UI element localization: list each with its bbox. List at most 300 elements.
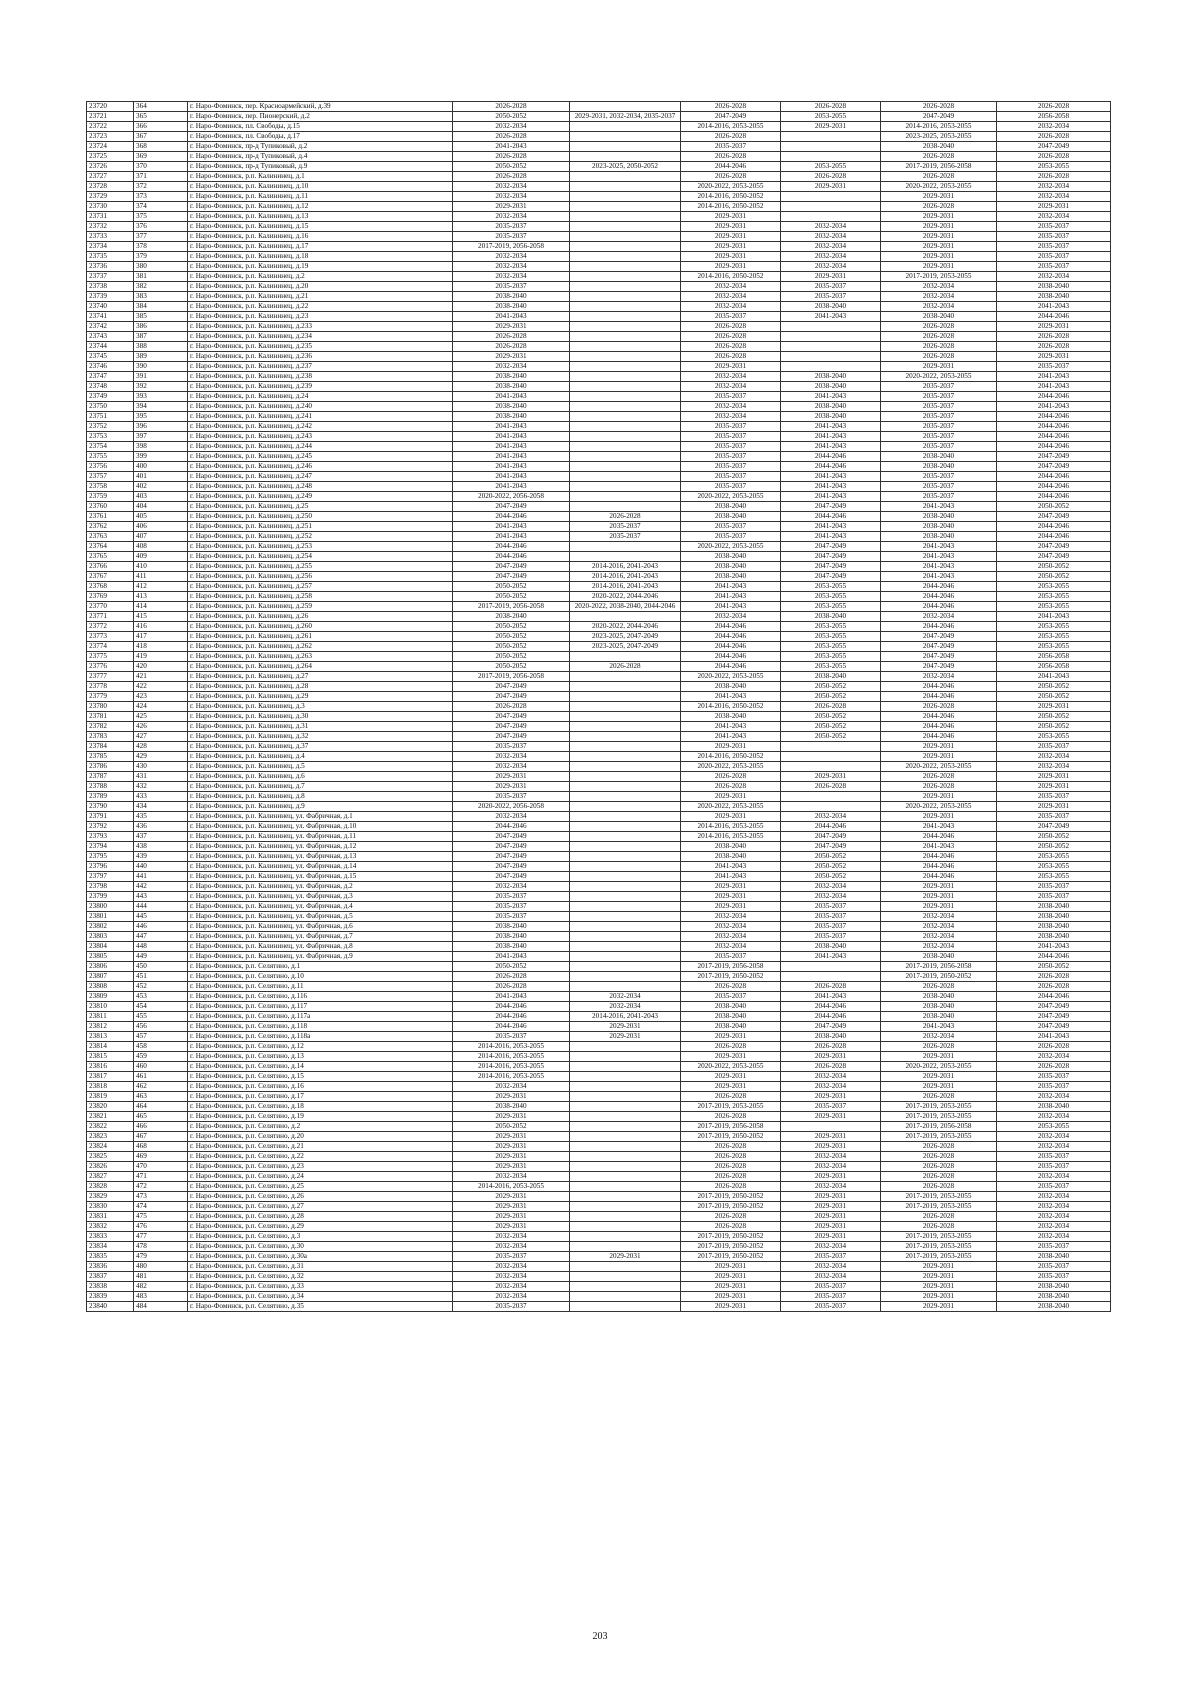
address-cell: г. Наро-Фоминск, р.п. Селятино, д.29 (188, 1222, 453, 1232)
row-id-cell: 23834 (87, 1242, 134, 1252)
period-cell: 2029-2031 (453, 782, 570, 792)
address-cell: г. Наро-Фоминск, р.п. Селятино, д.22 (188, 1152, 453, 1162)
period-cell (570, 432, 681, 442)
period-cell: 2023-2025, 2047-2049 (570, 632, 681, 642)
period-cell: 2020-2022, 2053-2055 (881, 802, 997, 812)
row-id-cell: 23770 (87, 602, 134, 612)
period-cell: 2053-2055 (781, 582, 881, 592)
period-cell (570, 952, 681, 962)
period-cell: 2032-2034 (997, 762, 1111, 772)
period-cell: 2044-2046 (781, 462, 881, 472)
period-cell: 2044-2046 (881, 622, 997, 632)
address-cell: г. Наро-Фоминск, р.п. Селятино, д.3 (188, 1232, 453, 1242)
period-cell: 2017-2019, 2050-2052 (681, 972, 781, 982)
address-cell: г. Наро-Фоминск, р.п. Калининец, д.28 (188, 682, 453, 692)
period-cell (570, 402, 681, 412)
period-cell: 2038-2040 (781, 372, 881, 382)
period-cell: 2050-2052 (781, 862, 881, 872)
row-number-cell: 396 (134, 422, 188, 432)
period-cell: 2026-2028 (453, 152, 570, 162)
period-cell: 2050-2052 (453, 1122, 570, 1132)
period-cell: 2017-2019, 2056-2058 (881, 1122, 997, 1132)
row-number-cell: 420 (134, 662, 188, 672)
period-cell (570, 772, 681, 782)
period-cell: 2044-2046 (453, 1012, 570, 1022)
address-cell: г. Наро-Фоминск, р.п. Калининец, ул. Фабричная, д.4 (188, 902, 453, 912)
period-cell: 2029-2031 (453, 1192, 570, 1202)
period-cell (570, 902, 681, 912)
address-cell: г. Наро-Фоминск, р.п. Калининец, д.246 (188, 462, 453, 472)
address-cell: г. Наро-Фоминск, пл. Свободы, д.17 (188, 132, 453, 142)
period-cell: 2041-2043 (453, 482, 570, 492)
period-cell (570, 702, 681, 712)
row-id-cell: 23801 (87, 912, 134, 922)
period-cell: 2035-2037 (681, 482, 781, 492)
row-number-cell: 452 (134, 982, 188, 992)
address-cell: г. Наро-Фоминск, р.п. Селятино, д.31 (188, 1262, 453, 1272)
period-cell: 2035-2037 (681, 532, 781, 542)
period-cell: 2047-2049 (453, 862, 570, 872)
period-cell: 2047-2049 (781, 842, 881, 852)
period-cell (781, 352, 881, 362)
address-cell: г. Наро-Фоминск, пр-д Тупиковый, д.4 (188, 152, 453, 162)
row-number-cell: 451 (134, 972, 188, 982)
period-cell: 2026-2028 (997, 972, 1111, 982)
period-cell (570, 1242, 681, 1252)
table-row (87, 492, 1111, 502)
row-id-cell: 23836 (87, 1262, 134, 1272)
period-cell: 2032-2034 (781, 1072, 881, 1082)
row-id-cell: 23721 (87, 112, 134, 122)
period-cell (781, 742, 881, 752)
period-cell: 2047-2049 (453, 732, 570, 742)
period-cell: 2026-2028 (453, 702, 570, 712)
address-cell: г. Наро-Фоминск, р.п. Калининец, ул. Фабричная, д.11 (188, 832, 453, 842)
period-cell: 2029-2031, 2032-2034, 2035-2037 (570, 112, 681, 122)
period-cell: 2047-2049 (781, 832, 881, 842)
period-cell: 2032-2034 (453, 812, 570, 822)
period-cell: 2032-2034 (781, 1242, 881, 1252)
period-cell: 2032-2034 (781, 1162, 881, 1172)
period-cell: 2041-2043 (453, 462, 570, 472)
period-cell: 2038-2040 (781, 382, 881, 392)
period-cell: 2035-2037 (997, 1272, 1111, 1282)
address-cell: г. Наро-Фоминск, р.п. Калининец, д.251 (188, 522, 453, 532)
period-cell: 2047-2049 (453, 502, 570, 512)
period-cell: 2038-2040 (881, 512, 997, 522)
row-id-cell: 23748 (87, 382, 134, 392)
period-cell: 2044-2046 (997, 422, 1111, 432)
row-number-cell: 399 (134, 452, 188, 462)
row-number-cell: 381 (134, 272, 188, 282)
period-cell: 2035-2037 (453, 902, 570, 912)
period-cell: 2029-2031 (881, 1082, 997, 1092)
period-cell (570, 1092, 681, 1102)
period-cell: 2044-2046 (997, 482, 1111, 492)
period-cell (570, 1222, 681, 1232)
period-cell: 2035-2037 (997, 1072, 1111, 1082)
period-cell (570, 782, 681, 792)
table-row (87, 1002, 1111, 1012)
period-cell: 2044-2046 (781, 1012, 881, 1022)
table-row (87, 422, 1111, 432)
address-cell: г. Наро-Фоминск, р.п. Селятино, д.35 (188, 1302, 453, 1312)
period-cell: 2032-2034 (881, 922, 997, 932)
period-cell: 2041-2043 (453, 952, 570, 962)
period-cell: 2026-2028 (881, 202, 997, 212)
table-row (87, 392, 1111, 402)
period-cell: 2038-2040 (781, 672, 881, 682)
row-number-cell: 480 (134, 1262, 188, 1272)
table-row (87, 1202, 1111, 1212)
table-row (87, 542, 1111, 552)
address-cell: г. Наро-Фоминск, р.п. Селятино, д.27 (188, 1202, 453, 1212)
period-cell: 2017-2019, 2050-2052 (681, 1232, 781, 1242)
period-cell: 2044-2046 (681, 652, 781, 662)
period-cell: 2035-2037 (997, 242, 1111, 252)
period-cell: 2035-2037 (997, 1182, 1111, 1192)
row-number-cell: 425 (134, 712, 188, 722)
period-cell: 2026-2028 (997, 152, 1111, 162)
period-cell (570, 252, 681, 262)
period-cell: 2047-2049 (997, 1012, 1111, 1022)
row-id-cell: 23755 (87, 452, 134, 462)
period-cell: 2035-2037 (997, 1162, 1111, 1172)
row-number-cell: 482 (134, 1282, 188, 1292)
row-id-cell: 23760 (87, 502, 134, 512)
period-cell (570, 1082, 681, 1092)
address-cell: г. Наро-Фоминск, р.п. Калининец, д.9 (188, 802, 453, 812)
table-row (87, 1012, 1111, 1022)
period-cell: 2026-2028 (881, 342, 997, 352)
period-cell: 2029-2031 (453, 322, 570, 332)
period-cell: 2038-2040 (997, 1102, 1111, 1112)
table-row (87, 382, 1111, 392)
row-number-cell: 382 (134, 282, 188, 292)
period-cell: 2038-2040 (681, 1022, 781, 1032)
period-cell: 2026-2028 (681, 322, 781, 332)
period-cell: 2014-2016, 2041-2043 (570, 562, 681, 572)
table-row (87, 502, 1111, 512)
period-cell: 2029-2031 (881, 1072, 997, 1082)
period-cell: 2038-2040 (881, 142, 997, 152)
row-number-cell: 421 (134, 672, 188, 682)
row-number-cell: 404 (134, 502, 188, 512)
table-row (87, 142, 1111, 152)
period-cell (570, 322, 681, 332)
row-number-cell: 417 (134, 632, 188, 642)
address-cell: г. Наро-Фоминск, р.п. Селятино, д.33 (188, 1282, 453, 1292)
period-cell: 2026-2028 (881, 322, 997, 332)
address-cell: г. Наро-Фоминск, р.п. Калининец, д.13 (188, 212, 453, 222)
row-number-cell: 374 (134, 202, 188, 212)
table-row (87, 592, 1111, 602)
period-cell (570, 362, 681, 372)
period-cell: 2035-2037 (997, 882, 1111, 892)
table-row (87, 302, 1111, 312)
row-number-cell: 402 (134, 482, 188, 492)
period-cell: 2017-2019, 2056-2058 (881, 162, 997, 172)
period-cell: 2020-2022, 2056-2058 (453, 802, 570, 812)
period-cell: 2029-2031 (681, 222, 781, 232)
table-row (87, 322, 1111, 332)
period-cell: 2050-2052 (781, 722, 881, 732)
period-cell: 2041-2043 (453, 532, 570, 542)
period-cell: 2047-2049 (997, 462, 1111, 472)
period-cell: 2035-2037 (997, 252, 1111, 262)
period-cell: 2041-2043 (453, 522, 570, 532)
period-cell: 2038-2040 (997, 932, 1111, 942)
table-row (87, 202, 1111, 212)
period-cell: 2053-2055 (997, 862, 1111, 872)
period-cell: 2038-2040 (681, 552, 781, 562)
period-cell: 2026-2028 (681, 1172, 781, 1182)
table-row (87, 582, 1111, 592)
period-cell: 2032-2034 (881, 302, 997, 312)
period-cell (570, 962, 681, 972)
period-cell: 2047-2049 (453, 562, 570, 572)
period-cell: 2029-2031 (681, 362, 781, 372)
period-cell: 2038-2040 (781, 942, 881, 952)
row-id-cell: 23777 (87, 672, 134, 682)
row-number-cell: 461 (134, 1072, 188, 1082)
table-body (87, 102, 1111, 1312)
period-cell: 2044-2046 (881, 592, 997, 602)
period-cell: 2029-2031 (681, 1262, 781, 1272)
period-cell: 2050-2052 (781, 712, 881, 722)
period-cell: 2053-2055 (781, 652, 881, 662)
period-cell: 2050-2052 (781, 682, 881, 692)
table-row (87, 182, 1111, 192)
period-cell: 2029-2031 (681, 1292, 781, 1302)
period-cell (781, 762, 881, 772)
period-cell: 2047-2049 (881, 652, 997, 662)
period-cell: 2038-2040 (453, 292, 570, 302)
period-cell: 2029-2031 (681, 882, 781, 892)
period-cell: 2032-2034 (781, 252, 881, 262)
table-row (87, 1132, 1111, 1142)
period-cell: 2041-2043 (453, 442, 570, 452)
period-cell: 2029-2031 (881, 222, 997, 232)
row-id-cell: 23780 (87, 702, 134, 712)
period-cell: 2047-2049 (781, 502, 881, 512)
period-cell: 2041-2043 (997, 1032, 1111, 1042)
period-cell: 2032-2034 (881, 612, 997, 622)
address-cell: г. Наро-Фоминск, р.п. Калининец, д.6 (188, 772, 453, 782)
row-id-cell: 23805 (87, 952, 134, 962)
period-cell: 2041-2043 (453, 452, 570, 462)
period-cell (570, 692, 681, 702)
row-number-cell: 457 (134, 1032, 188, 1042)
row-number-cell: 413 (134, 592, 188, 602)
address-cell: г. Наро-Фоминск, р.п. Калининец, д.254 (188, 552, 453, 562)
period-cell: 2035-2037 (997, 1152, 1111, 1162)
row-id-cell: 23756 (87, 462, 134, 472)
period-cell (570, 1132, 681, 1142)
row-number-cell: 376 (134, 222, 188, 232)
period-cell: 2032-2034 (453, 1272, 570, 1282)
period-cell (570, 452, 681, 462)
table-row (87, 1182, 1111, 1192)
row-number-cell: 474 (134, 1202, 188, 1212)
period-cell (570, 172, 681, 182)
address-cell: г. Наро-Фоминск, р.п. Калининец, д.244 (188, 442, 453, 452)
table-row (87, 682, 1111, 692)
row-number-cell: 444 (134, 902, 188, 912)
row-id-cell: 23727 (87, 172, 134, 182)
row-number-cell: 412 (134, 582, 188, 592)
address-cell: г. Наро-Фоминск, р.п. Калининец, ул. Фабричная, д.3 (188, 892, 453, 902)
period-cell: 2041-2043 (681, 862, 781, 872)
period-cell: 2032-2034 (453, 1282, 570, 1292)
row-number-cell: 424 (134, 702, 188, 712)
period-cell: 2035-2037 (570, 522, 681, 532)
row-number-cell: 391 (134, 372, 188, 382)
row-id-cell: 23786 (87, 762, 134, 772)
period-cell: 2026-2028 (681, 1152, 781, 1162)
period-cell: 2029-2031 (453, 1112, 570, 1122)
period-cell: 2050-2052 (997, 842, 1111, 852)
period-cell: 2056-2058 (997, 662, 1111, 672)
row-number-cell: 443 (134, 892, 188, 902)
period-cell: 2038-2040 (681, 562, 781, 572)
address-cell: г. Наро-Фоминск, р.п. Калининец, д.250 (188, 512, 453, 522)
period-cell: 2053-2055 (997, 1122, 1111, 1132)
period-cell: 2038-2040 (453, 382, 570, 392)
period-cell (570, 202, 681, 212)
period-cell: 2035-2037 (681, 392, 781, 402)
period-cell: 2035-2037 (453, 1302, 570, 1312)
address-cell: г. Наро-Фоминск, р.п. Селятино, д.30а (188, 1252, 453, 1262)
period-cell: 2050-2052 (997, 962, 1111, 972)
row-id-cell: 23750 (87, 402, 134, 412)
row-number-cell: 416 (134, 622, 188, 632)
period-cell: 2035-2037 (997, 792, 1111, 802)
address-cell: г. Наро-Фоминск, р.п. Калининец, д.252 (188, 532, 453, 542)
table-row (87, 1172, 1111, 1182)
row-id-cell: 23742 (87, 322, 134, 332)
row-number-cell: 409 (134, 552, 188, 562)
row-id-cell: 23752 (87, 422, 134, 432)
period-cell: 2026-2028 (881, 152, 997, 162)
row-number-cell: 384 (134, 302, 188, 312)
period-cell: 2026-2028 (681, 172, 781, 182)
period-cell (570, 1302, 681, 1312)
table-row (87, 1062, 1111, 1072)
period-cell (781, 142, 881, 152)
address-cell: г. Наро-Фоминск, р.п. Селятино, д.17 (188, 1092, 453, 1102)
row-number-cell: 422 (134, 682, 188, 692)
period-cell (570, 422, 681, 432)
address-cell: г. Наро-Фоминск, р.п. Калининец, д.255 (188, 562, 453, 572)
row-number-cell: 415 (134, 612, 188, 622)
table-row (87, 1302, 1111, 1312)
period-cell: 2044-2046 (681, 642, 781, 652)
period-cell: 2029-2031 (570, 1032, 681, 1042)
period-cell: 2014-2016, 2053-2055 (453, 1042, 570, 1052)
table-row (87, 982, 1111, 992)
period-cell: 2053-2055 (997, 622, 1111, 632)
row-number-cell: 460 (134, 1062, 188, 1072)
period-cell: 2035-2037 (997, 1242, 1111, 1252)
row-number-cell: 393 (134, 392, 188, 402)
address-cell: г. Наро-Фоминск, р.п. Калининец, ул. Фабричная, д.1 (188, 812, 453, 822)
period-cell (570, 1212, 681, 1222)
period-cell: 2044-2046 (881, 722, 997, 732)
period-cell: 2026-2028 (781, 702, 881, 712)
address-cell: г. Наро-Фоминск, р.п. Селятино, д.21 (188, 1142, 453, 1152)
row-id-cell: 23789 (87, 792, 134, 802)
period-cell: 2029-2031 (881, 242, 997, 252)
period-cell: 2038-2040 (681, 572, 781, 582)
period-cell: 2053-2055 (781, 602, 881, 612)
row-id-cell: 23790 (87, 802, 134, 812)
period-cell (570, 1202, 681, 1212)
period-cell: 2026-2028 (681, 982, 781, 992)
row-number-cell: 453 (134, 992, 188, 1002)
table-row (87, 452, 1111, 462)
period-cell: 2026-2028 (881, 1222, 997, 1232)
address-cell: г. Наро-Фоминск, пл. Свободы, д.15 (188, 122, 453, 132)
period-cell: 2029-2031 (781, 772, 881, 782)
period-cell: 2035-2037 (570, 532, 681, 542)
address-cell: г. Наро-Фоминск, р.п. Калининец, ул. Фабричная, д.9 (188, 952, 453, 962)
table-row (87, 332, 1111, 342)
period-cell: 2044-2046 (997, 472, 1111, 482)
period-cell: 2038-2040 (881, 532, 997, 542)
table-row (87, 112, 1111, 122)
row-number-cell: 385 (134, 312, 188, 322)
period-cell: 2041-2043 (781, 532, 881, 542)
row-id-cell: 23722 (87, 122, 134, 132)
period-cell (570, 1162, 681, 1172)
period-cell: 2050-2052 (781, 852, 881, 862)
period-cell (570, 1192, 681, 1202)
period-cell: 2029-2031 (881, 192, 997, 202)
address-cell: г. Наро-Фоминск, р.п. Калининец, д.16 (188, 232, 453, 242)
row-number-cell: 479 (134, 1252, 188, 1262)
period-cell: 2032-2034 (681, 402, 781, 412)
period-cell: 2038-2040 (453, 922, 570, 932)
row-id-cell: 23825 (87, 1152, 134, 1162)
period-cell: 2038-2040 (881, 992, 997, 1002)
period-cell: 2053-2055 (781, 162, 881, 172)
period-cell: 2017-2019, 2053-2055 (881, 1252, 997, 1262)
period-cell: 2038-2040 (781, 402, 881, 412)
row-id-cell: 23813 (87, 1032, 134, 1042)
period-cell (570, 212, 681, 222)
period-cell: 2032-2034 (681, 382, 781, 392)
period-cell: 2041-2043 (881, 572, 997, 582)
address-cell: г. Наро-Фоминск, р.п. Селятино, д.118а (188, 1032, 453, 1042)
period-cell (570, 862, 681, 872)
period-cell: 2032-2034 (781, 262, 881, 272)
period-cell (781, 962, 881, 972)
period-cell: 2041-2043 (453, 142, 570, 152)
period-cell: 2041-2043 (997, 612, 1111, 622)
period-cell: 2050-2052 (781, 872, 881, 882)
address-cell: г. Наро-Фоминск, пр-д Тупиковый, д.9 (188, 162, 453, 172)
table-row (87, 1232, 1111, 1242)
period-cell: 2029-2031 (781, 122, 881, 132)
row-id-cell: 23814 (87, 1042, 134, 1052)
period-cell: 2029-2031 (781, 1112, 881, 1122)
period-cell: 2038-2040 (881, 452, 997, 462)
period-cell (570, 852, 681, 862)
row-number-cell: 368 (134, 142, 188, 152)
table-row (87, 522, 1111, 532)
row-number-cell: 458 (134, 1042, 188, 1052)
